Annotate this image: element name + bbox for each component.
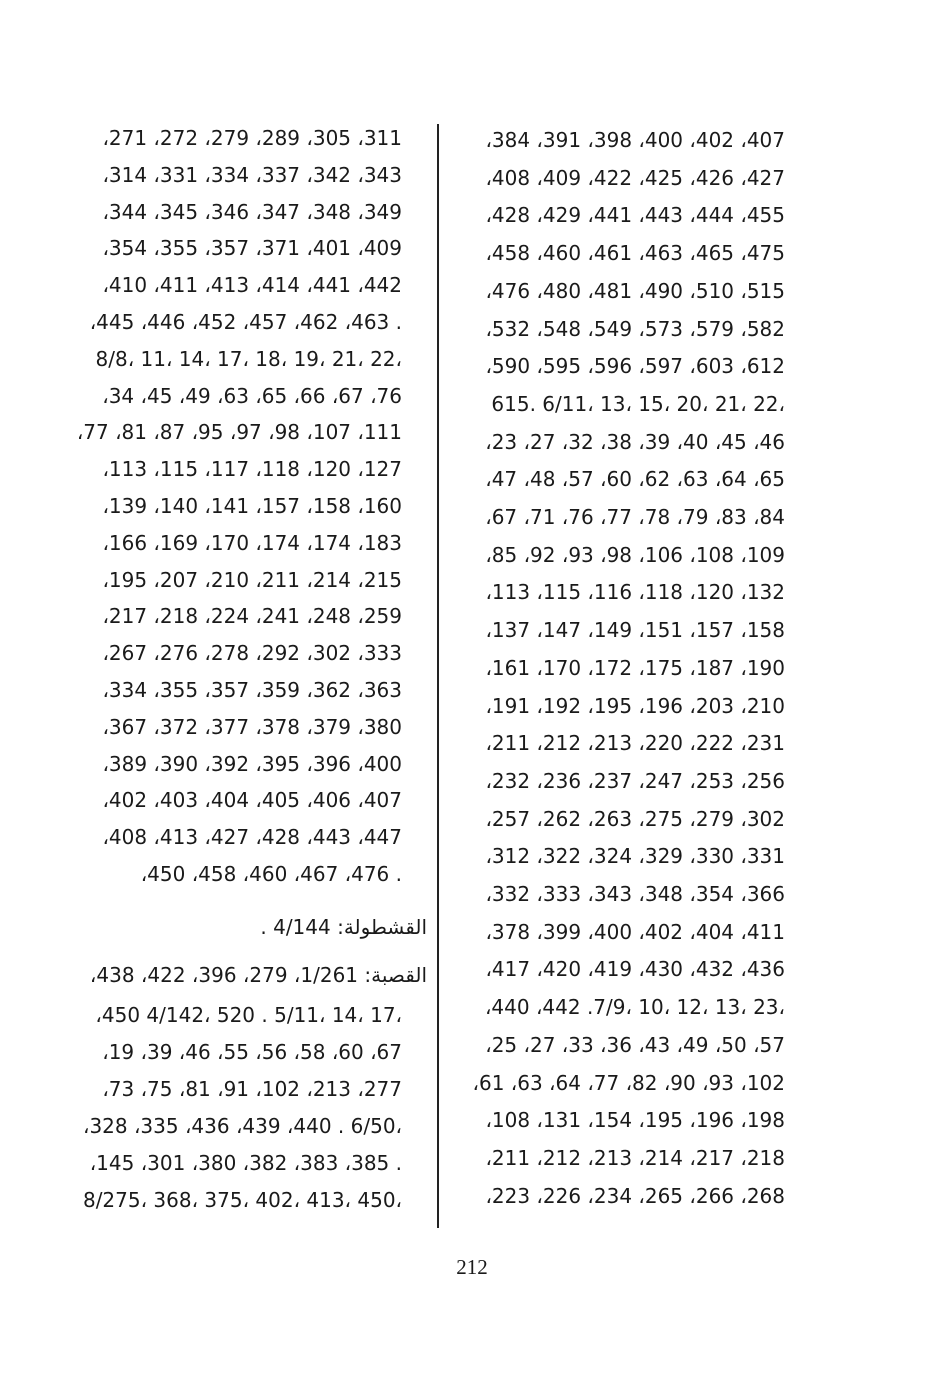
index-line: ،145 ،301 ،380 ،382 ،383 ،385 . bbox=[89, 1151, 402, 1175]
index-line: ،271 ،272 ،279 ،289 ،305 ،311 bbox=[102, 126, 402, 150]
index-line: ،389 ،390 ،392 ،395 ،396 ،400 bbox=[102, 751, 402, 776]
index-line: 8/8، 11، 14، 17، 18، 19، 21، 22، bbox=[95, 346, 402, 371]
index-line: ،458 ،460 ،461 ،463 ،465 ،475 bbox=[485, 241, 785, 266]
index-line: ،85 ،92 ،93 ،98 ،106 ،108 ،109 bbox=[485, 542, 785, 567]
index-line: ،344 ،345 ،346 ،347 ،348 ،349 bbox=[102, 199, 402, 224]
index-line: ،450 4/142، 520 . 5/11، 14، 17، bbox=[95, 1003, 402, 1027]
index-line: ،314 ،331 ،334 ،337 ،342 ،343 bbox=[102, 162, 402, 187]
index-line: ،410 ،411 ،413 ،414 ،441 ،442 bbox=[102, 273, 402, 298]
page-number: 212 bbox=[456, 1255, 488, 1279]
index-line: ،211 ،212 ،213 ،214 ،217 ،218 bbox=[485, 1145, 785, 1170]
index-line: 615. 6/11، 13، 15، 20، 21، 22، bbox=[491, 391, 785, 416]
index-line: ،217 ،218 ،224 ،241 ،248 ،259 bbox=[102, 604, 402, 629]
index-line: ،384 ،391 ،398 ،400 ،402 ،407 bbox=[485, 128, 785, 152]
index-line: ،47 ،48 ،57 ،60 ،62 ،63 ،64 ،65 bbox=[485, 467, 785, 492]
index-line: ،137 ،147 ،149 ،151 ،157 ،158 bbox=[485, 618, 785, 643]
index-line: ،417 ،420 ،419 ،430 ،432 ،436 bbox=[485, 957, 785, 982]
index-line: ،445 ،446 ،452 ،457 ،462 ،463 . bbox=[89, 310, 402, 334]
index-line: ،232 ،236 ،237 ،247 ،253 ،256 bbox=[485, 768, 785, 793]
index-line: ،402 ،403 ،404 ،405 ،406 ،407 bbox=[102, 788, 402, 813]
index-line: ،334 ،355 ،357 ،359 ،362 ،363 bbox=[102, 678, 402, 702]
index-line: ،108 ،131 ،154 ،195 ،196 ،198 bbox=[485, 1108, 785, 1133]
index-line: ،211 ،212 ،213 ،220 ،222 ،231 bbox=[485, 731, 785, 756]
index-line: 8/275، 368، 375، 402، 413، 450، bbox=[82, 1188, 402, 1212]
index-line: ،428 ،429 ،441 ،443 ،444 ،455 bbox=[485, 203, 785, 228]
index-line: ،328 ،335 ،436 ،439 ،440 . 6/50، bbox=[82, 1114, 402, 1138]
index-line: ،440 ،442 .7/9، 10، 12، 13، 23، bbox=[484, 995, 785, 1020]
index-line: ،161 ،170 ،172 ،175 ،187 ،190 bbox=[485, 655, 785, 680]
index-line: ،332 ،333 ،343 ،348 ،354 ،366 bbox=[485, 882, 785, 906]
index-line: ،77 ،81 ،87 ،95 ،97 ،98 ،107 ،111 bbox=[76, 420, 402, 445]
index-line: ،267 ،276 ،278 ،292 ،302 ،333 bbox=[102, 641, 402, 666]
index-line: ،34 ،45 ،49 ،63 ،65 ،66 ،67 ،76 bbox=[102, 383, 402, 408]
index-line: ،23 ،27 ،32 ،38 ،39 ،40 ،45 ،46 bbox=[485, 429, 785, 454]
index-line: ،191 ،192 ،195 ،196 ،203 ،210 bbox=[485, 693, 785, 718]
index-line: ،113 ،115 ،117 ،118 ،120 ،127 bbox=[102, 457, 402, 482]
index-line: ،195 ،207 ،210 ،211 ،214 ،215 bbox=[102, 567, 402, 592]
heading-qasaba: القصبة: 1/261، 279، 396، 422، 438، bbox=[89, 963, 427, 987]
index-line: ،408 ،413 ،427 ،428 ،443 ،447 bbox=[102, 825, 402, 850]
column-divider bbox=[437, 124, 439, 1228]
index-line: ،139 ،140 ،141 ،157 ،158 ،160 bbox=[102, 494, 402, 518]
index-line: ،61 ،63 ،64 ،77 ،82 ،90 ،93 ،102 bbox=[472, 1070, 785, 1095]
index-line: ،408 ،409 ،422 ،425 ،426 ،427 bbox=[485, 165, 785, 190]
index-line: ،450 ،458 ،460 ،467 ،476 . bbox=[140, 862, 402, 886]
index-line: ،354 ،355 ،357 ،371 ،401 ،409 bbox=[102, 236, 402, 261]
index-line: ،476 ،480 ،481 ،490 ،510 ،515 bbox=[485, 278, 785, 303]
index-line: ،73 ،75 ،81 ،91 ،102 ،213 ،277 bbox=[102, 1077, 402, 1101]
index-line: ،532 ،548 ،549 ،573 ،579 ،582 bbox=[485, 316, 785, 341]
index-line: ،19 ،39 ،46 ،55 ،56 ،58 ،60 ،67 bbox=[102, 1040, 402, 1064]
index-line: ،166 ،169 ،170 ،174 ،174 ،183 bbox=[102, 530, 402, 555]
index-line: ،312 ،322 ،324 ،329 ،330 ،331 bbox=[485, 844, 785, 869]
index-line: ،257 ،262 ،263 ،275 ،279 ،302 bbox=[485, 806, 785, 831]
index-line: ،67 ،71 ،76 ،77 ،78 ،79 ،83 ،84 bbox=[485, 505, 785, 529]
index-line: ،113 ،115 ،116 ،118 ،120 ،132 bbox=[485, 580, 785, 605]
index-line: ،378 ،399 ،400 ،402 ،404 ،411 bbox=[485, 919, 785, 944]
index-line: ،223 ،226 ،234 ،265 ،266 ،268 bbox=[485, 1183, 785, 1208]
index-line: ،25 ،27 ،33 ،36 ،43 ،49 ،50 ،57 bbox=[485, 1032, 785, 1057]
heading-qashtula: القشطولة: 4/144 . bbox=[260, 915, 427, 939]
index-line: ،367 ،372 ،377 ،378 ،379 ،380 bbox=[102, 714, 402, 739]
index-line: ،590 ،595 ،596 ،597 ،603 ،612 bbox=[485, 354, 785, 379]
